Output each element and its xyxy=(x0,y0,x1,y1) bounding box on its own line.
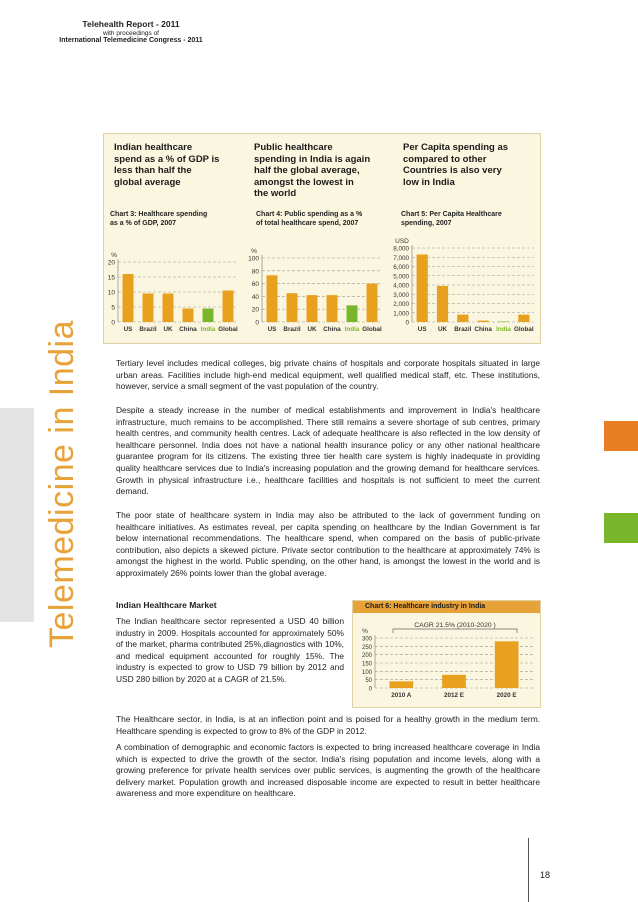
chart4-category-label: India xyxy=(344,326,360,333)
chart6-bar-2012-e xyxy=(442,675,466,688)
chart5-ytick-label: 8,000 xyxy=(393,245,409,253)
chart4-bar-uk xyxy=(307,295,318,322)
chart5-category-label: US xyxy=(417,326,427,333)
top-charts-svg xyxy=(104,134,540,343)
chart3-bar-uk xyxy=(163,294,174,323)
report-title: Telehealth Report - 2011 xyxy=(82,19,180,29)
market-paragraph: The Indian healthcare sector represented a USD 40 billion industry in 2009. Hospitals accounted for approximately 50% of the market, pharma contributed 25%,diagnostics with 10%, and medical equipment accounted for roughly 15%. The industry is expected to grow to USD 79 billion by 2012 and USD 280 billion by 2020 at a CAGR of 21.5%. xyxy=(116,616,344,684)
chart5-ytick-label: 2,000 xyxy=(393,301,409,308)
chart4-category-label: Global xyxy=(362,326,382,333)
chart5-bar-china xyxy=(478,321,489,322)
chart6-svg xyxy=(353,601,540,707)
chart5-headline-line: compared to other xyxy=(403,153,487,165)
chart6-bar-2020-e xyxy=(495,641,519,688)
chart6-ytick-label: 100 xyxy=(361,669,372,676)
chart3-category-label: UK xyxy=(163,326,173,333)
chart4-headline-line: the world xyxy=(254,188,297,199)
chart5-bar-us xyxy=(417,254,428,322)
chart4-category-label: US xyxy=(267,326,277,333)
chart4-bar-us xyxy=(267,275,278,322)
chart3-category-label: China xyxy=(179,326,197,333)
side-gray-bar xyxy=(0,408,34,622)
chart3-ytick-label: 15 xyxy=(107,274,115,282)
chart4-headline-line: spending in India is again xyxy=(254,153,371,165)
chart5-caption-line: Chart 5: Per Capita Healthcare xyxy=(401,211,502,218)
chart3-ytick-label: 5 xyxy=(111,304,115,312)
chart4-ytick-label: 60 xyxy=(251,281,259,289)
chart4-category-label: China xyxy=(323,326,341,333)
chart5-ytick-label: 7,000 xyxy=(393,254,409,262)
paragraph-inflection: The Healthcare sector, in India, is at an inflection point and is poised for a healthy growth in the medium term. Healthcare spending is expected to grow to 8% of the GDP in 2012. xyxy=(116,714,540,736)
chart3-headline-line: global average xyxy=(114,176,181,188)
chart4-headline-line: half the global average, xyxy=(254,165,360,176)
chart4-headline-line: Public healthcare xyxy=(254,142,333,153)
chart6-ytick-label: 250 xyxy=(361,644,372,651)
chart6-cagr-annotation: CAGR 21.5% (2010-2020 ) xyxy=(414,622,496,629)
chart6-ytick-label: 150 xyxy=(361,661,372,668)
chart4-caption-line: of total healthcare spend, 2007 xyxy=(256,220,359,227)
congress-title: International Telemedicine Congress - 2011 xyxy=(59,37,203,45)
chart5-bar-global xyxy=(518,315,529,322)
chart5-category-label: UK xyxy=(437,326,448,333)
chart5-category-label: Brazil xyxy=(454,326,472,333)
paragraph-infrastructure: Despite a steady increase in the number of medical establishments and improvement in India's healthcare infrastructure, much remains to be accomplished. There still remains a severe shortage of sub centres, primary health centres, and community health centres. Lack of adequate healthcare is also reflected in the low density of healthcare personnel. India does not have a national health insurance policy or any other national healthcare guarantee program for its citizens. The existing three tier health care system is highly inadequate in providing quality healthcare services due to India's increasing population and the growing demand for healthcare services. Growth in physical infrastructure i.e., healthcare facilities and hospitals is not sufficient to meet the current demand. xyxy=(116,405,540,497)
chart4-bar-china xyxy=(327,295,338,322)
chart6-category-label: 2010 A xyxy=(391,692,412,699)
chart5-ytick-label: 1,000 xyxy=(393,310,409,318)
chart3-caption-line: Chart 3: Healthcare spending xyxy=(110,211,208,218)
chart3-ylabel: % xyxy=(111,252,117,259)
chart5-ytick-label: 4,000 xyxy=(393,282,409,290)
chart3-category-label: India xyxy=(200,326,216,333)
chart5-ytick-label: 3,000 xyxy=(393,291,409,299)
chart4-ytick-label: 0 xyxy=(255,319,259,327)
chart3-category-label: US xyxy=(123,326,133,333)
chart5-category-label: India xyxy=(496,326,511,333)
top-charts-panel xyxy=(103,133,541,344)
chart5-headline-line: low in India xyxy=(403,176,455,188)
chart6-ytick-label: 300 xyxy=(361,636,372,643)
chart6-panel xyxy=(352,600,541,708)
chart3-ytick-label: 0 xyxy=(111,319,115,327)
page-number: 18 xyxy=(540,870,551,880)
chart4-caption-line: Chart 4: Public spending as a % xyxy=(256,211,363,218)
chart6-ytick-label: 200 xyxy=(361,653,372,660)
chart5-category-label: Global xyxy=(514,326,534,333)
chart6-ytick-label: 0 xyxy=(368,686,372,693)
chart6-bar-2010-a xyxy=(389,681,413,688)
chart3-bar-global xyxy=(223,291,234,323)
chart4-ytick-label: 20 xyxy=(251,306,259,314)
chart3-ytick-label: 20 xyxy=(107,259,115,267)
chart5-headline-line: Countries is also very xyxy=(403,165,502,176)
chart4-ylabel: % xyxy=(251,248,257,255)
chart3-caption-line: as a % of GDP, 2007 xyxy=(110,220,177,227)
paragraph-demographic: A combination of demographic and economic factors is expected to bring increased healthcare coverage in India which is expected to drive the growth of the sector. India's rising population and income levels, along with a growing preference for private health services over public services, is augmenting the growth of the healthcare delivery market. Population growth and increased disposable income are expected to result in better healthcare awareness and more expenditure on healthcare. xyxy=(116,742,540,799)
chart5-ylabel: USD xyxy=(395,238,409,245)
chart4-bar-india xyxy=(347,305,358,322)
report-subtitle: with proceedings of xyxy=(102,29,159,37)
green-tab-marker xyxy=(604,513,638,543)
chart6-ytick-label: 50 xyxy=(365,678,372,685)
chart3-ytick-label: 10 xyxy=(107,289,115,297)
chart5-bar-brazil xyxy=(457,315,468,322)
chart5-headline-line: Per Capita spending as xyxy=(403,142,509,153)
chart5-ytick-label: 5,000 xyxy=(393,273,409,281)
chart6-ylabel: % xyxy=(362,628,368,635)
chart5-ytick-label: 0 xyxy=(405,319,409,327)
chart4-ytick-label: 40 xyxy=(251,293,259,301)
chart3-bar-brazil xyxy=(143,294,154,323)
chart6-cagr-bracket xyxy=(393,629,517,633)
chart5-category-label: China xyxy=(474,326,492,333)
chart5-bar-uk xyxy=(437,286,448,322)
chart3-headline-line: less than half the xyxy=(114,165,192,176)
chart4-category-label: Brazil xyxy=(283,326,301,333)
chart3-bar-china xyxy=(183,309,194,323)
paragraph-tertiary: Tertiary level includes medical colleges, big private chains of hospitals and corporate hospitals situated in large urban areas. Facilities include high-end medical equipment, well qualified medical staff, etc. These institutions, however, service a small segment of the vast population of the country. xyxy=(116,358,540,392)
paragraph-funding: The poor state of healthcare system in India may also be attributed to the lack of government funding on healthcare initiatives. As estimates reveal, per capita spending on healthcare by the Indian Government is far below international recommendations. The healthcare spend, when compared on the basis of public-private contribution, also depicts a skewed picture. Private sector contribution to the healthcare at approximately 74% is amongst the highest in the world. Public spending, on the other hand, is amongst the lowest in the world and is approximately 26% points lower than the global average. xyxy=(116,510,540,578)
chart3-category-label: Global xyxy=(218,326,238,333)
orange-tab-marker xyxy=(604,421,638,451)
chart4-ytick-label: 80 xyxy=(251,268,259,276)
chart4-bar-global xyxy=(367,284,378,322)
chart4-category-label: UK xyxy=(307,326,317,333)
chart3-headline-line: Indian healthcare xyxy=(114,142,193,153)
chart3-bar-india xyxy=(203,309,214,323)
chart4-bar-brazil xyxy=(287,293,298,322)
market-heading: Indian Healthcare Market xyxy=(116,600,217,610)
chart6-category-label: 2020 E xyxy=(496,692,517,699)
chart5-ytick-label: 6,000 xyxy=(393,264,409,271)
side-section-title: Telemedicine in India xyxy=(43,319,81,648)
chart3-headline-line: spend as a % of GDP is xyxy=(114,153,220,165)
chart6-category-label: 2012 E xyxy=(444,692,464,699)
report-header xyxy=(0,20,262,45)
chart3-category-label: Brazil xyxy=(139,326,157,333)
chart5-caption-line: spending, 2007 xyxy=(401,220,452,227)
chart3-bar-us xyxy=(123,274,134,322)
chart5-bar-india xyxy=(498,322,509,323)
chart6-title: Chart 6: Healthcare industry in India xyxy=(353,601,540,613)
page-number-rule xyxy=(528,838,529,902)
chart4-ytick-label: 100 xyxy=(248,255,259,263)
chart4-headline-line: amongst the lowest in xyxy=(254,176,354,188)
